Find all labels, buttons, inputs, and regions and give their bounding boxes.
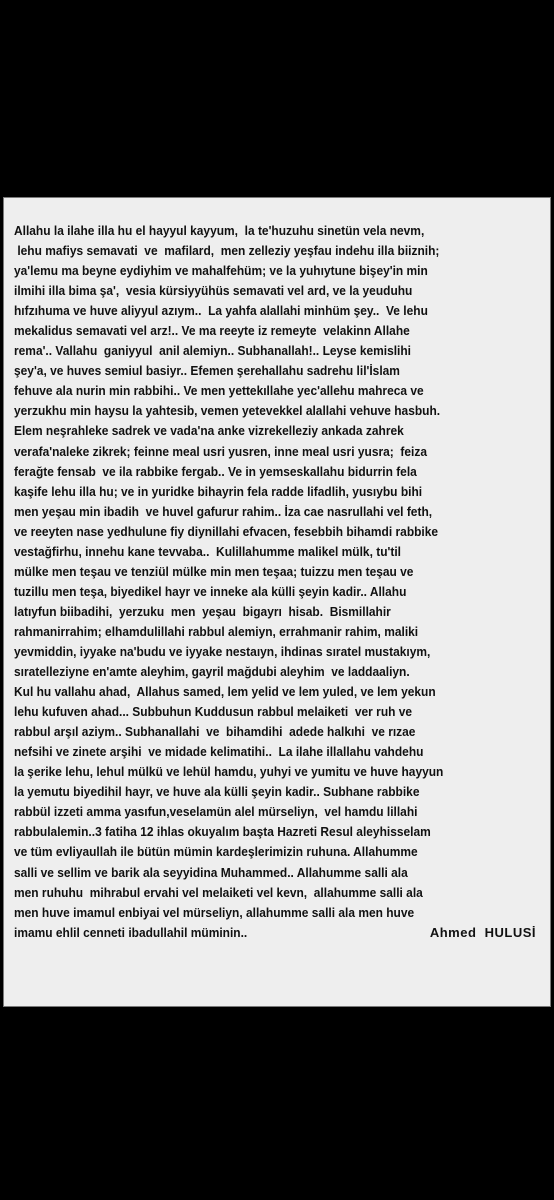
text-line: yerzukhu min haysu la yahtesib, vemen yetevekkel alallahi vehuve hasbuh. (14, 403, 441, 419)
text-line: la yemutu biyedihil hayr, ve huve ala külli şeyin kadir.. Subhane rabbike (14, 784, 420, 800)
text-line: nefsihi ve zinete arşihi ve midade kelimatihi.. La ilahe illallahu vahdehu (14, 744, 424, 760)
text-line: la şerike lehu, lehul mülkü ve lehül hamdu, yuhyi ve yumitu ve huve hayyun (14, 764, 444, 780)
text-line: fehuve ala nurin min rabbihi.. Ve men yettekıllahe yec'allehu mahreca ve (14, 383, 424, 399)
closing-line-row (14, 923, 544, 943)
text-line: rabbul arşıl aziym.. Subhanallahi ve bihamdihi adede halkıhi ve rızae (14, 724, 416, 740)
text-line: mülke men teşau ve tenziül mülke min men teşaa; tuizzu men teşau ve (14, 563, 414, 579)
text-line: men ruhuhu mihrabul ervahi vel melaiketi vel kevn, allahumme salli ala (14, 884, 423, 900)
prayer-text (14, 221, 544, 943)
text-line: sıratelleziyne en'amte aleyhim, gayril mağdubi aleyhim ve laddaaliyn. (14, 664, 410, 680)
text-line: Allahu la ilahe illa hu el hayyul kayyum, la te'huzuhu sinetün vela nevm, (14, 223, 425, 238)
paper-document (3, 197, 551, 1007)
text-line: salli ve sellim ve barik ala seyyidina Muhammed.. Allahumme salli ala (14, 864, 408, 880)
text-line: hıfzıhuma ve huve aliyyul azıym.. La yahfa alallahi minhüm şey.. Ve lehu (14, 303, 428, 319)
text-line: ilmihi illa bima şa', vesia kürsiyyühüs semavati vel ard, ve la yeuduhu (14, 283, 413, 299)
text-line: latıyfun biibadihi, yerzuku men yeşau bigayrı hisab. Bismillahir (14, 603, 391, 619)
text-line: lehu mafiys semavati ve mafilard, men zelleziy yeşfau indehu illa biiznih; (14, 243, 440, 259)
text-line: lehu kufuven ahad... Subbuhun Kuddusun rabbul melaiketi ver ruh ve (14, 704, 413, 720)
text-line: rahmanirrahim; elhamdulillahi rabbul alemiyn, errahmanir rahim, maliki (14, 623, 419, 639)
text-line: şey'a, ve huves semiul basiyr.. Efemen şerehallahu sadrehu lil'İslam (14, 363, 400, 379)
text-line: men yeşau min ibadih ve huvel gafurur rahim.. İza cae nasrullahi vel feth, (14, 503, 433, 519)
text-line: ferağte fensab ve ila rabbike fergab.. Ve in yemseskallahu bidurrin fela (14, 463, 417, 479)
text-line: tuzillu men teşa, biyedikel hayr ve inneke ala külli şeyin kadir.. Allahu (14, 583, 407, 599)
text-line: yevmiddin, iyyake na'budu ve iyyake nestaıyn, ihdinas sıratel mustakıym, (14, 643, 431, 659)
text-line: mekalidus semavati vel arz!.. Ve ma reeyte iz remeyte velakinn Allahe (14, 323, 410, 339)
text-line: rema'.. Vallahu ganiyyul anil alemiyn.. Subhanallah!.. Leyse kemislihi (14, 343, 412, 359)
text-line: rabbulalemin..3 fatiha 12 ihlas okuyalım başta Hazreti Resul aleyhisselam (14, 824, 431, 840)
author-signature: Ahmed HULUSİ (429, 924, 536, 940)
text-line: rabbül izzeti amma yasıfun,veselamün alel mürseliyn, vel hamdu lillahi (14, 804, 418, 820)
text-line: verafa'naleke zikrek; feinne meal usri yusren, inne meal usri yusra; feiza (14, 443, 427, 459)
text-line: kaşife lehu illa hu; ve in yuridke bihayrin fela radde lifadlih, yusıybu bihi (14, 483, 423, 499)
text-line: vestağfirhu, innehu kane tevvaba.. Kulillahumme malikel mülk, tu'til (14, 543, 402, 559)
closing-line: imamu ehlil cenneti ibadullahil müminin.. (14, 924, 248, 940)
text-line: ve reeyten nase yedhulune fiy diynillahi efvacen, fesebbih bihamdi rabbike (14, 523, 439, 539)
text-line: Elem neşrahleke sadrek ve vada'na anke vizrekelleziy ankada zahrek (14, 423, 404, 439)
text-line: ve tüm evliyaullah ile bütün mümin kardeşlerimizin ruhuna. Allahumme (14, 844, 418, 860)
text-line: men huve imamul enbiyai vel mürseliyn, allahumme salli ala men huve (14, 904, 415, 920)
text-line: Kul hu vallahu ahad, Allahus samed, lem yelid ve lem yuled, ve lem yekun (14, 684, 436, 700)
text-line: ya'lemu ma beyne eydiyhim ve mahalfehüm; ve la yuhıytune bişey'in min (14, 263, 428, 279)
